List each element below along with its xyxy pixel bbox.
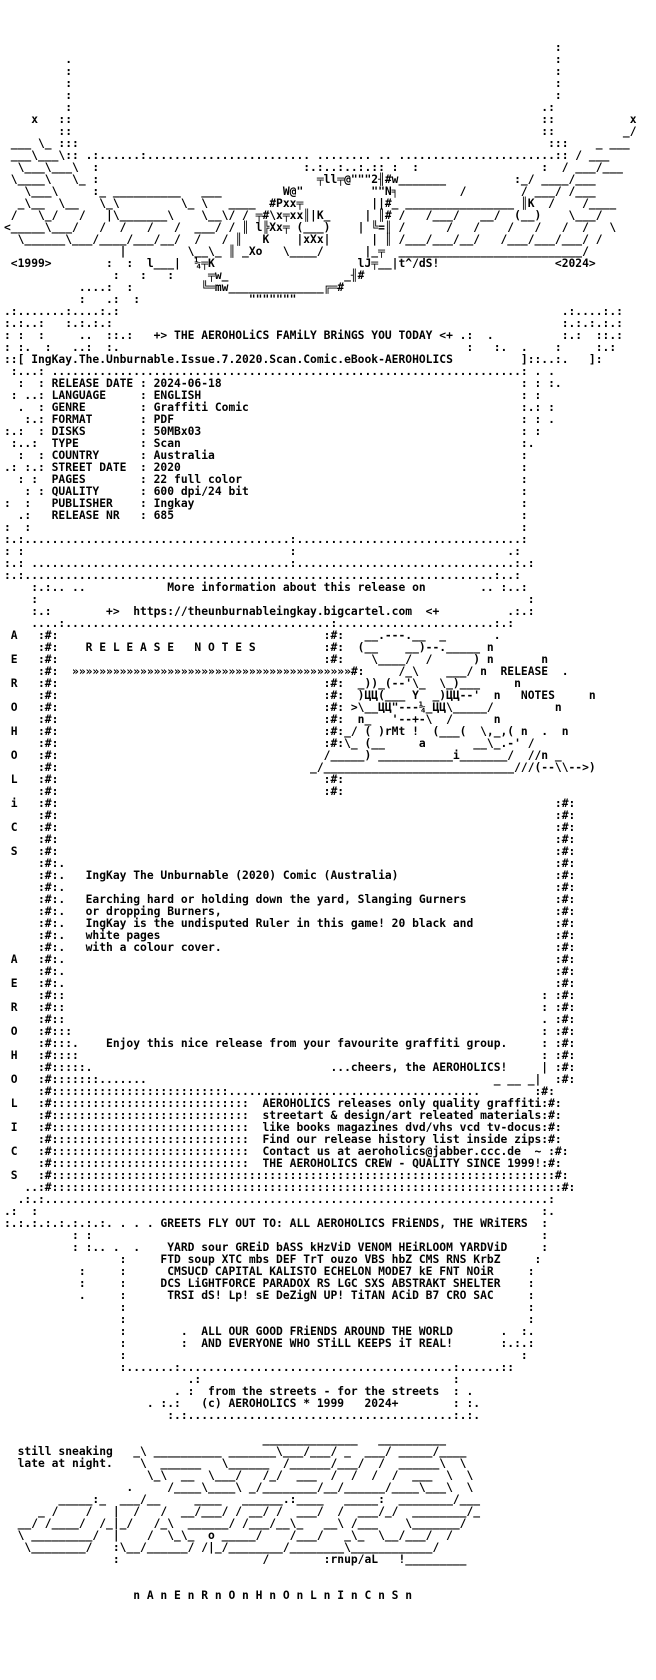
nfo-line: :.:.......................................:.:. bbox=[4, 1409, 481, 1422]
nfo-line: : : CMSUCD CAPITAL KALISTO ECHELON MODE7 kE FNT NOiR : bbox=[4, 1265, 535, 1278]
nfo-line: :#:. :#: bbox=[4, 881, 576, 894]
nfo-line: :: :: _/ bbox=[4, 125, 637, 138]
nfo-line: : : : bbox=[4, 1229, 549, 1242]
nfo-line: :.:.....................................................................:..: bbox=[4, 569, 521, 582]
nfo-line: : : bbox=[4, 1301, 535, 1314]
nfo-line: :#::::::::::::::::::::::::::..................................... :#: bbox=[4, 1085, 555, 1098]
nfo-line: : : bbox=[4, 593, 535, 606]
nfo-line: : . ALL OUR GOOD FRiENDS AROUND THE WORLD . :. bbox=[4, 1325, 535, 1338]
nfo-line: : : COUNTRY : Australia : bbox=[4, 449, 528, 462]
nfo-line: _____:_ ___/__ ____ ______.:____ _____: ________/___ bbox=[4, 1493, 481, 1506]
nfo-line: _\__ \__ \_\ \_ \ ____ #Pxx╤ ||#_ ________________ ║K / /____ bbox=[4, 197, 617, 210]
nfo-line: R :#: :#: _))_(--'\_ \_)___ n bbox=[4, 677, 521, 690]
nfo-line: .: : :. bbox=[4, 1205, 555, 1218]
nfo-line: :#:::. Enjoy this nice release from your favourite graffiti group. : :#: bbox=[4, 1037, 576, 1050]
nfo-line: : : PUBLISHER : Ingkay : bbox=[4, 497, 528, 510]
nfo-line: : FTD soup XTC mbs DEF TrT ouzo VBS hbZ CMS RNS KrbZ : bbox=[4, 1253, 542, 1266]
nfo-line: :.: ......................................:................................:.: bbox=[4, 557, 535, 570]
nfo-line: C :#: :#: bbox=[4, 821, 576, 834]
nfo-ascii-art bbox=[4, 6, 637, 1602]
nfo-line: still sneaking _\ __________ _______\___/___/ _ ___/ _____/____ bbox=[4, 1445, 467, 1458]
nfo-line: S :#: :#: bbox=[4, 845, 576, 858]
nfo-line: ..:#:::::::::::::::::::::::::::::::::::::::::::::::::::::::::::::::::::::::::::#: bbox=[4, 1181, 576, 1194]
nfo-line: | \__\_ ║ _Xo \____/ |_╤ ___________________________/ bbox=[4, 245, 589, 258]
nfo-line: :#: :#: bbox=[4, 785, 345, 798]
nfo-line: :#: :#: )ЦЦ(___ Y _)ЦЦ--' n NOTES n bbox=[4, 689, 596, 702]
nfo-line: \______\___/____/___/__/ / / ║ K |xXx| | ║ /___/___/__/ /___/___/___/ / bbox=[4, 233, 603, 246]
nfo-line: \________/ :\__/______/ /|_/________/________\____________/ bbox=[4, 1541, 440, 1554]
nfo-line: . : bbox=[4, 53, 562, 66]
nfo-line: : .: bbox=[4, 101, 555, 114]
nfo-line: :#: :#: bbox=[4, 833, 576, 846]
nfo-line: ::[ IngKay.The.Unburnable.Issue.7.2020.Scan.Comic.eBook-AEROHOLICS ]::..:. ]: bbox=[4, 353, 603, 366]
nfo-line: :#::::::::::::::::::::::::::::: Find our release history list inside zips:#: bbox=[4, 1133, 562, 1146]
nfo-line: : : bbox=[4, 1349, 528, 1362]
nfo-line: H :#: :#:_/ ( )rMt ! (___( \,_,( n . n bbox=[4, 725, 569, 738]
nfo-line: :#:. with a colour cover. :#: bbox=[4, 941, 576, 954]
nfo-line: ___\___\:: .:......:........................ ........ .. .......................:: / ___ bbox=[4, 149, 610, 162]
nfo-line: : :. : ..: :. : :. . : :.: bbox=[4, 341, 617, 354]
nfo-line: .: : bbox=[4, 1373, 460, 1386]
nfo-line: : : : bbox=[4, 521, 528, 534]
nfo-line: late at night. \ ______ \______ /______/___/ / ______\ \ bbox=[4, 1457, 467, 1470]
nfo-line: :.: : DISKS : 50MBx03 : : bbox=[4, 425, 542, 438]
nfo-line: :#:: : :#: bbox=[4, 989, 576, 1002]
nfo-line: O :#:::::::....... _ __ _| :#: bbox=[4, 1073, 576, 1086]
nfo-line: O :#: /_____) ___________i_______/ //n _ bbox=[4, 749, 562, 762]
nfo-line: :#:. white pages :#: bbox=[4, 929, 576, 942]
nfo-line: n A n E n R n O n H n O n L n I n C n S n bbox=[4, 1589, 413, 1602]
nfo-line: . : TRSI dS! Lp! sE DeZigN UP! TiTAN ACiD B7 CRO SAC : bbox=[4, 1289, 535, 1302]
nfo-line: / \_/ / |\_______\ \__\/ / ╤#\x╤xx║|K_ | ║# / /___/ __/ (__) \___/ bbox=[4, 209, 603, 222]
nfo-line: : :.. . . YARD sour GREiD bASS kHzViD VENOM HEiRLOOM YARDViD : bbox=[4, 1241, 549, 1254]
nfo-line: : : bbox=[4, 77, 562, 90]
nfo-line: :.:..: :.:.:.: :.:.:.:.: bbox=[4, 317, 623, 330]
nfo-line: i :#: :#: bbox=[4, 797, 576, 810]
nfo-line: _ / / | / / __/___/ / __/ / ___/ / ___/_/ ________/_ bbox=[4, 1505, 481, 1518]
nfo-line: :..: TYPE : Scan :. bbox=[4, 437, 535, 450]
nfo-line: ....:.......................................:.......................:.: bbox=[4, 617, 515, 630]
nfo-line: : / :rnup/aL !_________ bbox=[4, 1553, 467, 1566]
nfo-line: :#::::::::::::::::::::::::::::: streetart & design/art releated materials:#: bbox=[4, 1109, 562, 1122]
nfo-line: .:.......:....:.: .:....:.: bbox=[4, 305, 623, 318]
nfo-line: I :#::::::::::::::::::::::::::::: like books magazines dvd/vhs vcd tv-docus:#: bbox=[4, 1121, 562, 1134]
nfo-line: A :#:. :#: bbox=[4, 953, 576, 966]
nfo-line: :#: :#: n_ '--+-\ / n bbox=[4, 713, 501, 726]
nfo-line: : : bbox=[4, 1313, 535, 1326]
nfo-line: ....: : ╚═mw______________╔═# bbox=[4, 281, 345, 294]
nfo-line: : : AND EVERYONE WHO STiLL KEEPS iT REAL! :.:.: bbox=[4, 1337, 535, 1350]
nfo-line: \ _________/ | / \_\_ o _____/ /___/ _\_ \__/___/ / bbox=[4, 1529, 453, 1542]
nfo-line: :#: R E L E A S E N O T E S :#: (__ __)--._____ n bbox=[4, 641, 494, 654]
nfo-line: : : : ╤w_ _╢# bbox=[4, 269, 365, 282]
nfo-line: __/ /____/ /_|_/ /_\ ______/ /___/__\_ __\ /___ \_______/ bbox=[4, 1517, 467, 1530]
nfo-line: :.: FORMAT : PDF : : . bbox=[4, 413, 555, 426]
nfo-line: : .: : """"""" bbox=[4, 293, 297, 306]
nfo-line: L :#: :#: bbox=[4, 773, 345, 786]
nfo-line: O :#::: : :#: bbox=[4, 1025, 576, 1038]
nfo-line: <1999> : : l___| ¼╤K lJ╤__|t^/dS! <2024> bbox=[4, 257, 596, 270]
nfo-line: :#:. or dropping Burners, :#: bbox=[4, 905, 576, 918]
nfo-line: :...: .....................................................................: . . bbox=[4, 365, 555, 378]
nfo-line: \_\ __ \___/ /_/ ___ / / / / ___ \ \ bbox=[4, 1469, 474, 1482]
nfo-line: :.:.:.:.:.:.:.:. . . . GREETS FLY OUT TO: ALL AEROHOLICS FRiENDS, THE WRiTERS : bbox=[4, 1217, 549, 1230]
nfo-line: x :: :: x bbox=[4, 113, 637, 126]
nfo-line: : ..: LANGUAGE : ENGLISH : : bbox=[4, 389, 542, 402]
nfo-line: .:.:..........................................................................: bbox=[4, 1193, 555, 1206]
nfo-line: :#:. Earching hard or holding down the yard, Slanging Gurners :#: bbox=[4, 893, 576, 906]
nfo-line: A :#: :#: __.---.__ _ . bbox=[4, 629, 501, 642]
nfo-line: :#: »»»»»»»»»»»»»»»»»»»»»»»»»»»»»»»»»»»»»»»»»#: /_\ ___/ n RELEASE . bbox=[4, 665, 569, 678]
nfo-line: : : RELEASE DATE : 2024-06-18 : : :. bbox=[4, 377, 562, 390]
nfo-line: S :#::::::::::::::::::::::::::::::::::::::::::::::::::::::::::::::::::::::::::#: bbox=[4, 1169, 569, 1182]
nfo-line: :#:. :#: bbox=[4, 965, 576, 978]
nfo-line: R :#:: : :#: bbox=[4, 1001, 576, 1014]
nfo-line: :#: :#: bbox=[4, 809, 576, 822]
nfo-line: :#:. IngKay is the undisputed Ruler in this game! 20 black and :#: bbox=[4, 917, 576, 930]
nfo-line: . : from the streets - for the streets : . bbox=[4, 1385, 474, 1398]
nfo-line: : : : .. ::.: +> THE AEROHOLiCS FAMiLY BRiNGS YOU TODAY <+ .: . :.: ::.: bbox=[4, 329, 623, 342]
nfo-line: : : PAGES : 22 full color : bbox=[4, 473, 528, 486]
nfo-line: :#:::::. ...cheers, the AEROHOLICS! | :#: bbox=[4, 1061, 576, 1074]
nfo-line: <_____\___/ / / / / ___/ / ║ l╠Xx╤ (___) | ╚=║ / / / / / / / \ bbox=[4, 221, 617, 234]
nfo-line: :#: _/____________________________///(--\\-->) bbox=[4, 761, 596, 774]
nfo-line: : : DCS LiGHTFORCE PARADOX RS LGC SXS ABSTRAKT SHELTER : bbox=[4, 1277, 535, 1290]
nfo-line: ___ \_ ::: ::: _ ___ bbox=[4, 137, 630, 150]
nfo-line: E :#:. :#: bbox=[4, 977, 576, 990]
nfo-line: .: RELEASE NR : 685 : bbox=[4, 509, 528, 522]
nfo-line: :#:. :#: bbox=[4, 857, 576, 870]
nfo-line: : : bbox=[4, 65, 562, 78]
nfo-line: \___\___\ : :.:..:..:.:: : : : / ___/___ bbox=[4, 161, 623, 174]
nfo-line: :.: +> https://theunburnableingkay.bigcartel.com <+ .:.: bbox=[4, 605, 535, 618]
nfo-line: . :.: (c) AEROHOLICS * 1999 2024+ : :. bbox=[4, 1397, 481, 1410]
nfo-line: ______________ __________ bbox=[4, 1433, 447, 1446]
nfo-line: :.:.. .. More information about this release on .. :..: bbox=[4, 581, 528, 594]
nfo-line: : bbox=[4, 41, 562, 54]
nfo-line: : : : .: bbox=[4, 545, 521, 558]
nfo-line: \___\ :_ __________ ___ W@" ""N╕ / / ___/ /___ bbox=[4, 185, 596, 198]
nfo-line: \____\ \_ : ╤ll╤@"""2╢#w_______ :_/ ____/___ bbox=[4, 173, 596, 186]
nfo-line: :#:: . :#: bbox=[4, 1013, 576, 1026]
nfo-line: E :#: :#: \____/ / ) n n bbox=[4, 653, 549, 666]
nfo-line: C :#::::::::::::::::::::::::::::: Contact us at aeroholics@jabber.ccc.de ~ :#: bbox=[4, 1145, 569, 1158]
nfo-line: .: :.: STREET DATE : 2020 : bbox=[4, 461, 528, 474]
nfo-line: :#: :#:\_ (__ a __\_.-' / bbox=[4, 737, 535, 750]
nfo-line: :#::::::::::::::::::::::::::::: THE AEROHOLICS CREW - QUALITY SINCE 1999!:#: bbox=[4, 1157, 562, 1170]
nfo-line: : : bbox=[4, 89, 562, 102]
nfo-line: :.:.......................................:.................................: bbox=[4, 533, 528, 546]
nfo-line: :#:. IngKay The Unburnable (2020) Comic (Australia) :#: bbox=[4, 869, 576, 882]
nfo-line: . /____\____\ _/________/__/______/____\___\ \ bbox=[4, 1481, 474, 1494]
nfo-line: O :#: :#: >\__ЦЦ"---¼_ЦЦ\_____/ n bbox=[4, 701, 562, 714]
nfo-line: . : GENRE : Graffiti Comic :.: : bbox=[4, 401, 555, 414]
nfo-line: H :#:::: : :#: bbox=[4, 1049, 576, 1062]
nfo-line: : : QUALITY : 600 dpi/24 bit : bbox=[4, 485, 528, 498]
nfo-line: L :#::::::::::::::::::::::::::::: AEROHOLICS releases only quality graffiti:#: bbox=[4, 1097, 562, 1110]
nfo-line: :.......:........................................:......:: bbox=[4, 1361, 515, 1374]
